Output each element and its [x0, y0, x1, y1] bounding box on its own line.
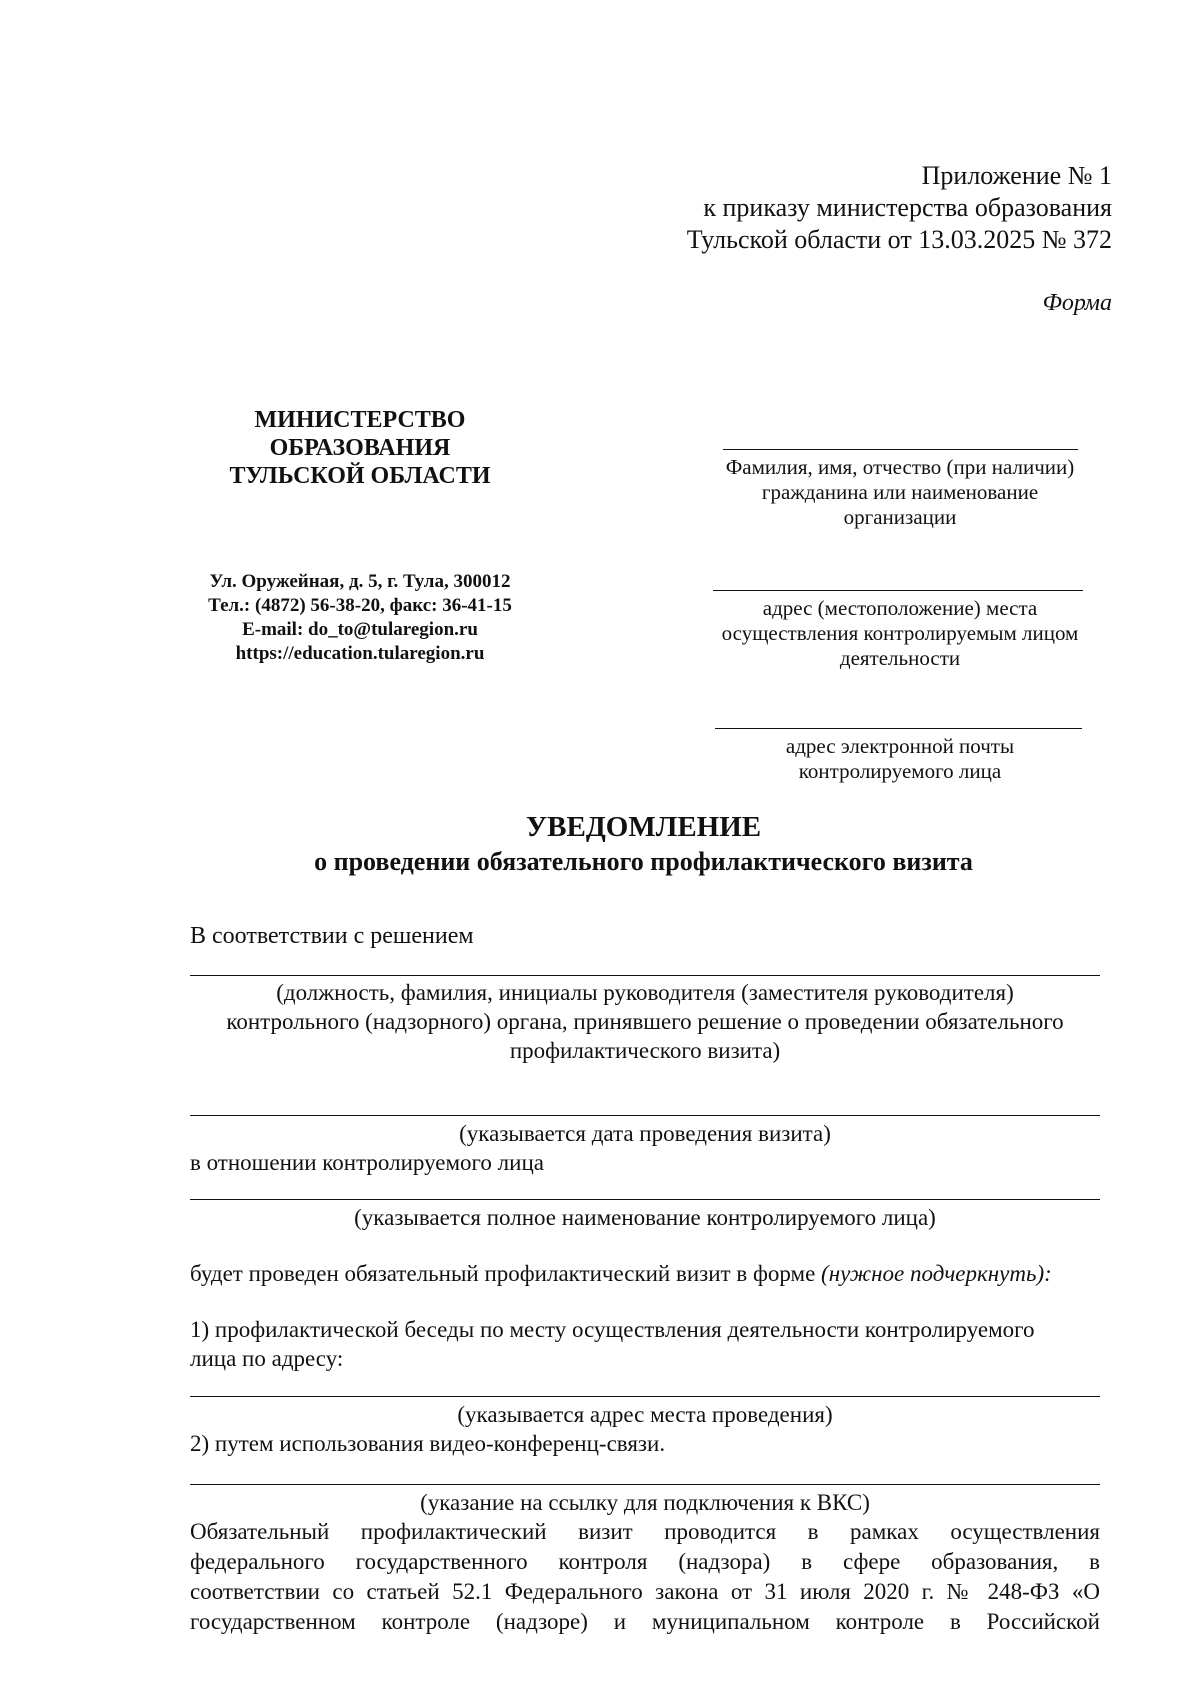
recipient-email-caption-line-2: контролируемого лица [798, 759, 1002, 783]
ministry-name-line-2: ОБРАЗОВАНИЯ [269, 435, 451, 461]
option-1-line-2: лица по адресу: [190, 1346, 344, 1371]
ministry-name-line-3: ТУЛЬСКОЙ ОБЛАСТИ [229, 463, 491, 489]
ministry-phone: Тел.: (4872) 56-38-20, факс: 36-41-15 [208, 595, 512, 616]
appendix-line-2: к приказу министерства образования [703, 193, 1112, 222]
recipient-name-caption-line-2: гражданина или наименование [761, 480, 1039, 504]
visit-form-note: (нужное подчеркнуть): [821, 1261, 1052, 1286]
entity-caption: (указывается полное наименование контролируемого лица) [354, 1205, 936, 1230]
option-2: 2) путем использования видео-конференц-связи. [190, 1431, 666, 1456]
recipient-name-caption [690, 455, 1110, 530]
legal-line-3: соответствии со статьей 52.1 Федерального закона от 31 июля 2020 г. № 248-ФЗ «О [190, 1579, 1100, 1604]
appendix-line-3: Тульской области от 13.03.2025 № 372 [686, 225, 1112, 254]
visit-form-main: будет проведен обязательный профилактический визит в форме [190, 1261, 822, 1286]
head-caption-line-1: (должность, фамилия, инициалы руководителя (заместителя руководителя) [276, 980, 1014, 1005]
date-caption: (указывается дата проведения визита) [459, 1121, 831, 1146]
ministry-email: E-mail: do_to@tularegion.ru [242, 619, 478, 640]
vks-line [190, 1484, 1100, 1485]
recipient-email-caption [690, 734, 1110, 784]
head-caption-line-3: профилактического визита) [509, 1038, 781, 1063]
recipient-address-caption-line-2: осуществления контролируемым лицом [721, 621, 1079, 645]
ministry-name [180, 406, 540, 490]
legal-line-4: государственном контроле (надзоре) и муниципальном контроле в Российской [190, 1609, 1100, 1634]
recipient-email-line [715, 728, 1082, 729]
place-line [190, 1396, 1100, 1397]
recipient-name-caption-line-3: организации [843, 505, 957, 529]
ministry-address: Ул. Оружейная, д. 5, г. Тула, 300012 [209, 571, 511, 592]
appendix-line-1: Приложение № 1 [921, 161, 1112, 190]
head-caption [170, 978, 1120, 1065]
regarding-text: в отношении контролируемого лица [190, 1150, 544, 1175]
ministry-website: https://education.tularegion.ru [235, 643, 485, 664]
notice-subtitle: о проведении обязательного профилактического визита [314, 847, 973, 876]
head-line [190, 975, 1100, 976]
visit-form-text [190, 1259, 1052, 1288]
head-caption-line-2: контрольного (надзорного) органа, принявшего решение о проведении обязательного [226, 1009, 1064, 1034]
decision-intro: В соответствии с решением [190, 923, 474, 949]
recipient-name-line [723, 449, 1078, 450]
recipient-address-caption-line-1: адрес (местоположение) места [762, 596, 1038, 620]
option-1 [190, 1315, 1035, 1373]
recipient-email-caption-line-1: адрес электронной почты [785, 734, 1015, 758]
form-label: Форма [1042, 290, 1112, 316]
entity-line [190, 1199, 1100, 1200]
option-1-line-1: 1) профилактической беседы по месту осуществления деятельности контролируемого [190, 1317, 1035, 1342]
legal-line-2: федерального государственного контроля (надзора) в сфере образования, в [190, 1549, 1100, 1574]
recipient-address-line [713, 590, 1083, 591]
legal-line-1: Обязательный профилактический визит проводится в рамках осуществления [190, 1519, 1100, 1544]
vks-caption: (указание на ссылку для подключения к ВКС) [420, 1490, 870, 1515]
date-line [190, 1115, 1100, 1116]
ministry-name-line-1: МИНИСТЕРСТВО [254, 407, 466, 433]
legal-paragraph [190, 1517, 1100, 1637]
ministry-contacts [160, 570, 560, 666]
recipient-address-caption-line-3: деятельности [839, 646, 961, 670]
place-caption: (указывается адрес места проведения) [457, 1402, 833, 1427]
recipient-address-caption [690, 596, 1110, 671]
recipient-name-caption-line-1: Фамилия, имя, отчество (при наличии) [725, 455, 1075, 479]
notice-title: УВЕДОМЛЕНИЕ [525, 811, 762, 843]
